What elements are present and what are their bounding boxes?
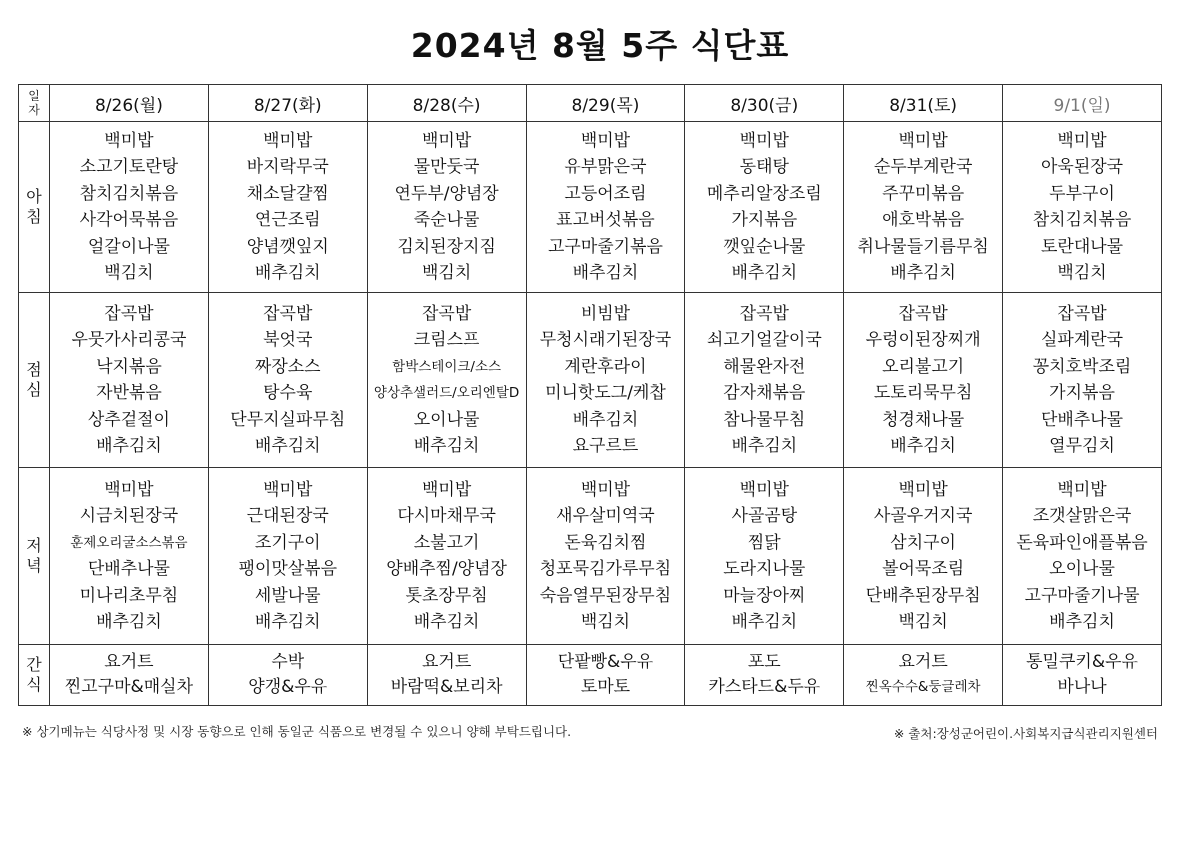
menu-item: 백미밥 <box>104 479 154 500</box>
menu-cell-dinner-wed <box>367 468 526 645</box>
menu-cell-lunch-mon <box>50 293 209 468</box>
menu-item: 함박스테이크/소스 <box>392 358 502 375</box>
menu-item: 우렁이된장찌개 <box>865 330 981 350</box>
menu-item: 통밀쿠키&우유 <box>1026 652 1138 672</box>
menu-item: 배추김치 <box>572 409 639 430</box>
menu-cell-lunch-wed <box>367 293 526 468</box>
footer-note: ※ 상기메뉴는 식당사정 및 시장 동향으로 인해 동일군 식품으로 변경될 수 있으니 양해 부탁드립니다. <box>22 724 572 739</box>
meal-row-lunch <box>19 293 1162 468</box>
menu-item: 다시마채무국 <box>397 506 496 526</box>
menu-item: 백미밥 <box>104 130 154 151</box>
menu-item: 도토리묵무침 <box>873 383 973 403</box>
menu-cell-breakfast-mon <box>50 122 209 293</box>
menu-cell-lunch-thu <box>526 293 685 468</box>
menu-item: 백미밥 <box>898 479 948 500</box>
menu-item: 연두부/양념장 <box>394 183 499 204</box>
menu-item: 상추겉절이 <box>87 409 170 430</box>
menu-item: 백미밥 <box>739 130 789 151</box>
menu-item: 탕수육 <box>263 383 313 403</box>
menu-item: 백미밥 <box>421 479 472 500</box>
menu-item: 돈육파인애플볶음 <box>1016 532 1148 553</box>
menu-item: 애호박볶음 <box>882 210 965 230</box>
menu-item: 무청시래기된장국 <box>539 330 672 350</box>
menu-item: 고등어조림 <box>564 183 647 204</box>
menu-item: 사골우거지국 <box>873 506 973 526</box>
menu-cell-breakfast-tue <box>208 122 367 293</box>
menu-item: 잡곡밥 <box>421 303 472 324</box>
menu-item: 요거트 <box>898 652 948 672</box>
meal-label-breakfast <box>19 122 50 293</box>
day-header-thu: 8/29(목) <box>526 85 685 122</box>
menu-item: 배추김치 <box>1049 612 1115 632</box>
meal-label-char: 녁 <box>26 556 42 575</box>
menu-item: 계란후라이 <box>564 356 647 377</box>
page-title: 2024년 8월 5주 식단표 <box>410 26 790 65</box>
corner-label-bottom: 자 <box>28 103 40 117</box>
menu-item: 카스타드&두유 <box>708 677 821 697</box>
menu-item: 백미밥 <box>580 479 631 500</box>
menu-item: 양배추찜/양념장 <box>386 559 507 579</box>
menu-item: 동태탕 <box>739 157 789 177</box>
day-header-tue: 8/27(화) <box>208 85 367 122</box>
menu-item: 단팥빵&우유 <box>557 652 654 672</box>
menu-item: 조기구이 <box>254 532 321 553</box>
day-header-sun: 9/1(일) <box>1003 85 1162 122</box>
menu-item: 양념깻잎지 <box>246 236 329 257</box>
menu-item: 백미밥 <box>1057 130 1107 151</box>
menu-item: 사골곰탕 <box>731 506 798 526</box>
menu-item: 바나나 <box>1057 677 1107 697</box>
meal-label-char: 침 <box>26 207 42 226</box>
menu-item: 바람떡&보리차 <box>390 677 503 697</box>
footer-source: ※ 출처:장성군어린이.사회복지급식관리지원센터 <box>893 726 1158 741</box>
menu-item: 소불고기 <box>413 532 480 553</box>
menu-item: 찐옥수수&둥글레차 <box>865 679 981 695</box>
menu-cell-lunch-fri <box>685 293 844 468</box>
menu-item: 잡곡밥 <box>898 303 948 324</box>
meal-row-dinner <box>19 468 1162 645</box>
menu-item: 백미밥 <box>263 479 313 500</box>
menu-item: 백김치 <box>1057 263 1107 283</box>
menu-item: 돈육김치찜 <box>564 532 647 553</box>
menu-item: 시금치된장국 <box>79 506 179 526</box>
menu-item: 토란대나물 <box>1040 236 1124 257</box>
menu-item: 연근조림 <box>254 210 321 230</box>
menu-item: 요거트 <box>104 652 154 672</box>
menu-item: 양갱&우유 <box>248 677 328 697</box>
menu-item: 사각어묵볶음 <box>79 210 179 230</box>
menu-item: 배추김치 <box>890 436 956 456</box>
menu-item: 잡곡밥 <box>739 303 789 324</box>
menu-item: 짜장소스 <box>254 356 321 377</box>
menu-item: 찜닭 <box>747 532 781 553</box>
meal-row-breakfast <box>19 122 1162 293</box>
menu-cell-breakfast-fri <box>685 122 844 293</box>
menu-item: 배추김치 <box>572 263 639 283</box>
menu-item: 청포묵김가루무침 <box>539 559 672 579</box>
menu-item: 배추김치 <box>96 436 162 456</box>
meal-label-char: 저 <box>26 536 42 555</box>
menu-item: 백미밥 <box>739 479 789 500</box>
menu-item: 청경채나물 <box>882 409 965 430</box>
menu-item: 주꾸미볶음 <box>882 183 965 204</box>
menu-cell-snack-sun <box>1003 645 1162 706</box>
menu-item: 실파계란국 <box>1040 330 1124 350</box>
menu-item: 미나리초무침 <box>79 585 179 606</box>
menu-item: 백김치 <box>421 263 472 283</box>
menu-item: 근대된장국 <box>246 506 329 526</box>
menu-cell-dinner-fri <box>685 468 844 645</box>
menu-item: 참치김치볶음 <box>79 183 179 204</box>
menu-item: 메추리알장조림 <box>706 183 822 204</box>
day-header-sat: 8/31(토) <box>844 85 1003 122</box>
menu-cell-snack-mon <box>50 645 209 706</box>
menu-item: 해물완자전 <box>723 356 806 377</box>
menu-item: 잡곡밥 <box>263 303 313 324</box>
menu-item: 오리불고기 <box>882 356 965 377</box>
menu-item: 꽁치호박조림 <box>1032 356 1132 377</box>
menu-item: 배추김치 <box>731 612 798 632</box>
menu-cell-dinner-sun <box>1003 468 1162 645</box>
menu-item: 백미밥 <box>1057 479 1107 500</box>
menu-item: 백미밥 <box>421 130 472 151</box>
meal-label-char: 점 <box>26 360 42 379</box>
menu-item: 백김치 <box>104 263 154 283</box>
menu-cell-snack-thu <box>526 645 685 706</box>
menu-item: 참나물무침 <box>723 409 806 430</box>
meal-label-char: 심 <box>26 380 42 399</box>
menu-item: 배추김치 <box>96 612 162 632</box>
menu-cell-lunch-sat <box>844 293 1003 468</box>
menu-item: 유부맑은국 <box>564 157 647 177</box>
menu-item: 자반볶음 <box>96 383 162 403</box>
menu-cell-snack-sat <box>844 645 1003 706</box>
meal-label-char: 식 <box>26 675 42 694</box>
meal-plan-table <box>18 84 1162 706</box>
menu-cell-breakfast-sat <box>844 122 1003 293</box>
menu-item: 백미밥 <box>263 130 313 151</box>
menu-item: 조갯살맑은국 <box>1032 506 1132 526</box>
menu-cell-dinner-mon <box>50 468 209 645</box>
meal-label-snack <box>19 645 50 706</box>
menu-item: 오이나물 <box>413 409 480 430</box>
menu-item: 물만둣국 <box>413 157 480 177</box>
menu-item: 두부구이 <box>1049 183 1115 204</box>
menu-item: 열무김치 <box>1049 436 1115 456</box>
menu-item: 우뭇가사리콩국 <box>71 330 187 350</box>
menu-item: 요거트 <box>421 652 472 672</box>
menu-item: 백미밥 <box>898 130 948 151</box>
menu-cell-dinner-tue <box>208 468 367 645</box>
menu-item: 배추김치 <box>254 612 321 632</box>
meal-label-lunch <box>19 293 50 468</box>
meal-label-char: 간 <box>26 655 42 674</box>
menu-item: 잡곡밥 <box>104 303 154 324</box>
menu-item: 순두부계란국 <box>873 157 973 177</box>
menu-cell-snack-fri <box>685 645 844 706</box>
menu-cell-dinner-sat <box>844 468 1003 645</box>
menu-item: 배추김치 <box>890 263 956 283</box>
menu-item: 백미밥 <box>580 130 631 151</box>
menu-cell-lunch-tue <box>208 293 367 468</box>
menu-item: 배추김치 <box>254 436 321 456</box>
menu-item: 세발나물 <box>254 585 321 606</box>
menu-item: 수박 <box>271 652 305 672</box>
meal-label-dinner <box>19 468 50 645</box>
menu-item: 미니핫도그/케찹 <box>545 383 666 403</box>
day-header-wed: 8/28(수) <box>367 85 526 122</box>
menu-item: 오이나물 <box>1049 559 1115 579</box>
menu-item: 볼어묵조림 <box>882 559 965 579</box>
menu-cell-breakfast-wed <box>367 122 526 293</box>
menu-cell-breakfast-sun <box>1003 122 1162 293</box>
menu-item: 채소달걀찜 <box>246 183 329 204</box>
menu-item: 포도 <box>747 652 781 672</box>
menu-item: 배추김치 <box>731 263 798 283</box>
menu-item: 배추김치 <box>731 436 798 456</box>
menu-item: 단배추된장무침 <box>865 585 981 606</box>
menu-item: 숙음열무된장무침 <box>539 585 672 606</box>
menu-item: 도라지나물 <box>723 559 806 579</box>
menu-item: 백김치 <box>898 612 948 632</box>
menu-item: 배추김치 <box>413 612 480 632</box>
menu-item: 훈제오리굴소스볶음 <box>70 534 188 551</box>
menu-item: 배추김치 <box>254 263 321 283</box>
menu-item: 팽이맛살볶음 <box>238 559 338 579</box>
corner-label-top: 일 <box>28 89 40 103</box>
menu-item: 단무지실파무침 <box>230 409 346 430</box>
header-row <box>19 85 1162 122</box>
menu-item: 고구마줄기나물 <box>1024 585 1140 606</box>
menu-item: 톳초장무침 <box>405 585 488 606</box>
menu-item: 죽순나물 <box>413 210 480 230</box>
menu-item: 얼갈이나물 <box>87 236 170 257</box>
date-corner-cell <box>19 85 50 122</box>
menu-item: 깻잎순나물 <box>723 236 806 257</box>
menu-item: 배추김치 <box>413 436 480 456</box>
meal-label-char: 아 <box>26 187 42 206</box>
day-header-fri: 8/30(금) <box>685 85 844 122</box>
menu-item: 단배추나물 <box>87 559 170 579</box>
menu-item: 비빔밥 <box>580 303 631 324</box>
menu-cell-dinner-thu <box>526 468 685 645</box>
menu-cell-breakfast-thu <box>526 122 685 293</box>
menu-item: 양상추샐러드/오리엔탈D <box>373 385 520 401</box>
menu-item: 소고기토란탕 <box>79 157 179 177</box>
menu-item: 아욱된장국 <box>1040 157 1124 177</box>
menu-cell-snack-tue <box>208 645 367 706</box>
menu-item: 고구마줄기볶음 <box>547 236 663 257</box>
menu-item: 새우살미역국 <box>556 506 655 526</box>
menu-item: 취나물들기름무침 <box>857 236 989 257</box>
menu-item: 잡곡밥 <box>1057 303 1107 324</box>
menu-cell-lunch-sun <box>1003 293 1162 468</box>
menu-item: 백김치 <box>580 612 631 632</box>
menu-item: 표고버섯볶음 <box>556 210 655 230</box>
menu-item: 감자채볶음 <box>723 383 806 403</box>
menu-cell-snack-wed <box>367 645 526 706</box>
menu-item: 단배추나물 <box>1040 409 1124 430</box>
menu-item: 바지락무국 <box>246 157 329 177</box>
menu-item: 삼치구이 <box>890 532 956 553</box>
menu-item: 요구르트 <box>572 436 639 456</box>
menu-item: 크림스프 <box>413 330 480 350</box>
menu-item: 토마토 <box>580 677 631 697</box>
menu-item: 북엇국 <box>263 330 313 350</box>
menu-item: 낙지볶음 <box>96 356 162 377</box>
menu-item: 김치된장지짐 <box>397 236 496 257</box>
meal-row-snack <box>19 645 1162 706</box>
menu-item: 마늘장아찌 <box>723 585 806 606</box>
menu-item: 참치김치볶음 <box>1032 210 1132 230</box>
menu-item: 가지볶음 <box>731 210 798 230</box>
menu-item: 쇠고기얼갈이국 <box>706 330 822 350</box>
day-header-mon: 8/26(월) <box>50 85 209 122</box>
menu-item: 찐고구마&매실차 <box>64 677 194 697</box>
menu-item: 가지볶음 <box>1049 383 1115 403</box>
